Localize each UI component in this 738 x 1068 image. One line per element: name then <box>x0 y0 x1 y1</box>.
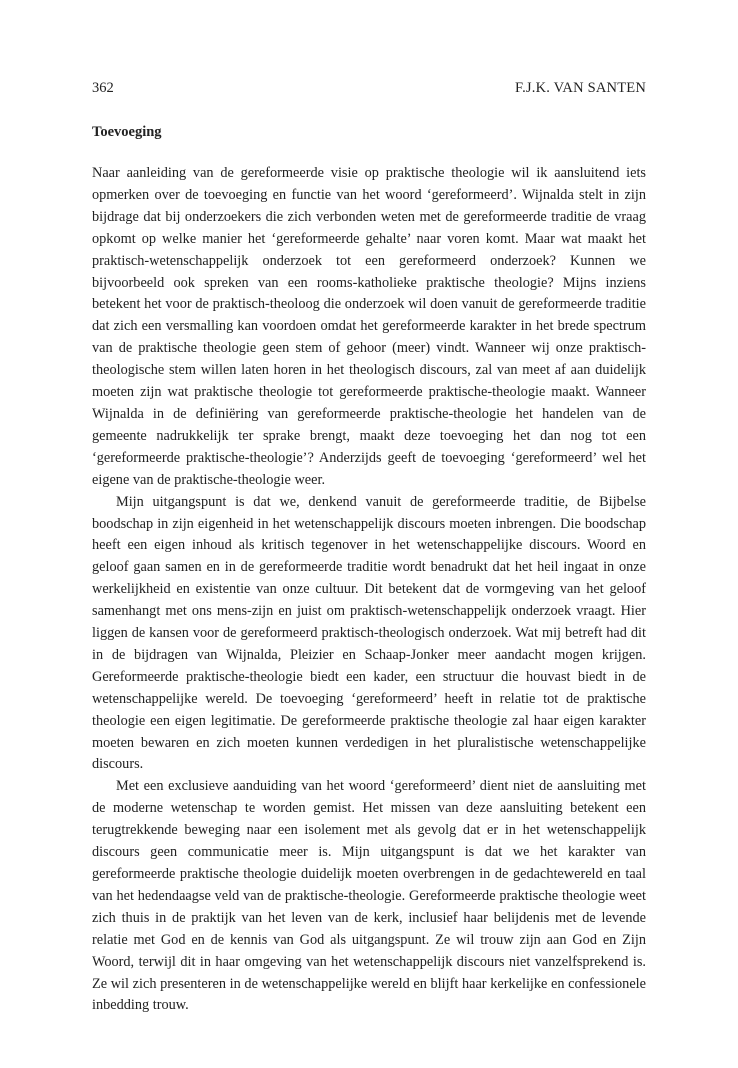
paragraph-3: Met een exclusieve aanduiding van het woord ‘gereformeerd’ dient niet de aansluiting met de moderne wetenschap te worden gemist. Het missen van deze aansluiting betekent een terugtrekkende beweging naar een isolement met als gevolg dat er in het wetenschappelijk discours geen communicatie meer is. Mijn uitgangspunt is dat we het karakter van gereformeerde praktische theologie duidelijk moeten overbrengen in de gedachtewereld en taal van het hedendaagse veld van de praktische-theologie. Gereformeerde praktische theologie weet zich thuis in de praktijk van het leven van de kerk, inclusief haar belijdenis met de levende relatie met God en de kennis van God als uitgangspunt. Ze wil trouw zijn aan God en Zijn Woord, terwijl dit in haar omgeving van het wetenschappelijk discours niet vanzelfsprekend is. Ze wil zich presenteren in de wetenschappelijke wereld en blijft haar kerkelijke en confessionele inbedding trouw. <box>92 778 646 1014</box>
running-head-author: F.J.K. VAN SANTEN <box>514 80 646 96</box>
page-number: 362 <box>92 80 114 96</box>
running-head <box>92 78 646 98</box>
paragraph-2: Mijn uitgangspunt is dat we, denkend vanuit de gereformeerde traditie, de Bijbelse boodschap in zijn eigenheid in het wetenschappelijk discours moeten inbrengen. Die boodschap heeft een eigen inhoud als kritisch tegenover in het wetenschappelijke discours. Woord en geloof gaan samen en in de gereformeerde traditie wordt benadrukt dat het heil ingaat in onze werkelijkheid en existentie van onze cultuur. Dit betekent dat de vormgeving van het geloof samenhangt met ons mens-zijn en juist om praktisch-wetenschappelijk onderzoek vraagt. Hier liggen de kansen voor de gereformeerd praktisch-theologisch onderzoek. Wat mij betreft had dit in de bijdragen van Wijnalda, Pleizier en Schaap-Jonker meer aandacht mogen krijgen. Gereformeerde praktische-theologie biedt een kader, een structuur die houvast biedt in de wetenschappelijke wereld. De toevoeging ‘gereformeerd’ heeft in relatie tot de praktische theologie een eigen legitimatie. De gereformeerde praktische theologie zal haar eigen karakter moeten bewaren en zich moeten kunnen verdedigen in het pluralistische wetenschappelijke discours. <box>92 493 646 773</box>
section-heading: Toevoeging <box>92 124 162 140</box>
body-text <box>92 163 646 1017</box>
paragraph-1: Naar aanleiding van de gereformeerde visie op praktische theologie wil ik aansluitend iets opmerken over de toevoeging en functie van het woord ‘gereformeerd’. Wijnalda stelt in zijn bijdrage dat bij onderzoekers die zich verbonden weten met de gereformeerde traditie de vraag opkomt op welke manier het ‘gereformeerde gehalte’ naar voren komt. Maar wat maakt het praktisch-wetenschappelijk onderzoek tot een gereformeerd onderzoek? Kunnen we bijvoorbeeld ook spreken van een rooms-katholieke praktische theologie? Mijns inziens betekent het voor de praktisch-theoloog die onderzoek wil doen vanuit de gereformeerde traditie dat zich een versmalling kan voordoen omdat het gereformeerde karakter in het brede spectrum van de praktische theologie geen stem of gehoor (meer) vindt. Wanneer wij onze praktisch-theologische stem willen laten horen in het theologisch discours, zal van meet af aan duidelijk moeten zijn wat praktische theologie tot gereformeerde praktische-theologie maakt. Wanneer Wijnalda in de definiëring van gereformeerde praktische-theologie het handelen van de gemeente nadrukkelijk ter sprake brengt, maakt deze toevoeging het dan nog tot een ‘gereformeerde praktische-theologie’? Anderzijds geeft de toevoeging ‘gereformeerd’ wel het eigene van de praktische-theologie weer. <box>92 165 646 488</box>
